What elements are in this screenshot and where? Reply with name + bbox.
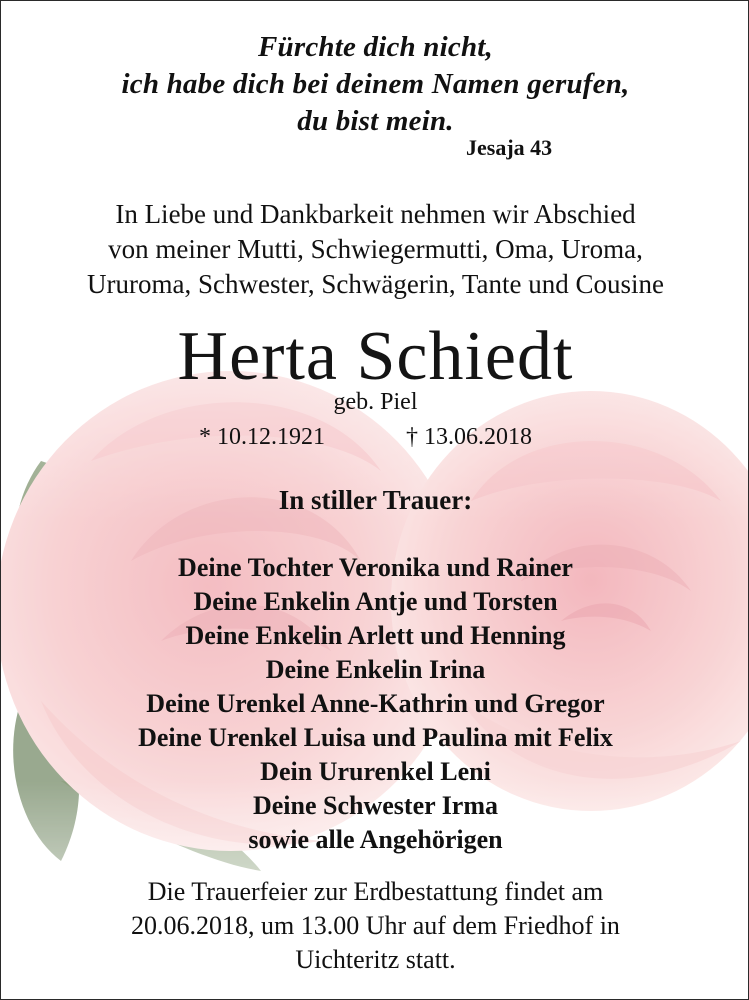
- mourner-line: Deine Urenkel Anne-Kathrin und Gregor: [146, 689, 605, 718]
- service-line-2: 20.06.2018, um 13.00 Uhr auf dem Friedhof in: [131, 911, 620, 940]
- service-line-1: Die Trauerfeier zur Erdbestattung findet am: [147, 877, 604, 906]
- intro-line-3: Ururoma, Schwester, Schwägerin, Tante und Cousine: [87, 269, 664, 299]
- mourner-line: Deine Enkelin Antje und Torsten: [193, 587, 558, 616]
- birth-date: * 10.12.1921: [199, 424, 325, 450]
- verse-line-1: Fürchte dich nicht,: [257, 31, 494, 63]
- intro-line-2: von meiner Mutti, Schwiegermutti, Oma, Uroma,: [108, 234, 643, 264]
- death-date: † 13.06.2018: [406, 424, 532, 450]
- bible-verse: [1, 29, 749, 160]
- mourners-list: [1, 551, 749, 857]
- mourner-line: sowie alle Angehörigen: [248, 825, 503, 854]
- grief-heading: In stiller Trauer:: [278, 485, 473, 515]
- farewell-intro: [1, 197, 749, 302]
- mourner-line: Deine Urenkel Luisa und Paulina mit Felix: [138, 723, 613, 752]
- mourner-line: Deine Tochter Veronika und Rainer: [178, 553, 573, 582]
- mourner-line: Dein Ururenkel Leni: [260, 757, 491, 786]
- funeral-service-info: [1, 875, 749, 977]
- verse-line-3: du bist mein.: [297, 105, 454, 137]
- mourner-line: Deine Enkelin Irina: [265, 655, 486, 684]
- mourner-line: Deine Enkelin Arlett und Henning: [185, 621, 566, 650]
- intro-line-1: In Liebe und Dankbarkeit nehmen wir Abschied: [115, 199, 636, 229]
- maiden-name: geb. Piel: [333, 389, 418, 415]
- deceased-name: Herta Schiedt: [177, 318, 574, 395]
- mourner-line: Deine Schwester Irma: [252, 791, 499, 820]
- service-line-3: Uichteritz statt.: [295, 945, 456, 974]
- verse-line-2: ich habe dich bei deinem Namen gerufen,: [121, 68, 630, 100]
- verse-reference: Jesaja 43: [466, 135, 553, 160]
